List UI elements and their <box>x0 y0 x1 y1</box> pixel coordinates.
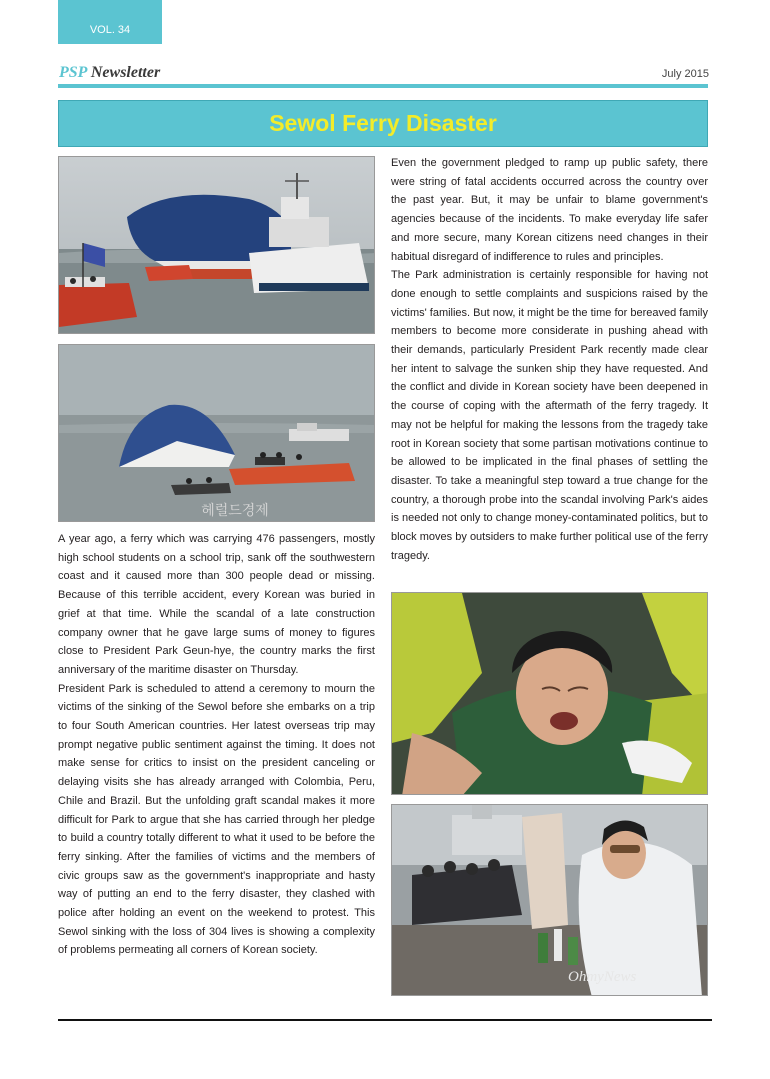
right-column-text <box>391 154 708 565</box>
photo-grieving-mother <box>391 592 708 795</box>
paragraph: President Park is scheduled to attend a ceremony to mourn the victims of the sinking of the Sewol before she embarks on a trip to four South American countries. Her latest overseas trip may prompt negative public sentiment against the timing. It does not make sense for critics to insist on the president canceling or delaying visits she has already arranged with Colombia, Peru, Chile and Brazil. But the unfolding graft scandal makes it more difficult for Park to argue that she has carried through her pledge to build a country totally different to what it used to be before the ferry sinking. After the families of victims and the members of civic groups saw as the government's inappropriate and hasty way of putting an end to the ferry disaster, they clashed with police after holding an event on the weekend to protest. This Sewol sinking with the loss of 304 lives is showing a complexity of problems permeating all corners of Korean society. <box>58 682 375 957</box>
photo-harbor-protest <box>391 804 708 996</box>
issue-date: July 2015 <box>661 68 709 80</box>
masthead <box>59 62 709 82</box>
left-column-text <box>58 530 375 960</box>
brand-psp: PSP <box>59 64 87 81</box>
photo-capsized-ferry-boats <box>58 344 375 522</box>
paragraph: A year ago, a ferry which was carrying 476 passengers, mostly high school students on a school trip, sank off the southwestern coast and it caused more than 300 people dead or missing. Because of this terrible accident, every Korean was buried in grief at that time. While the scandal of a late construction company owner that he gave large sums of money to figures close to President Park Geun-hye, the country marks the first anniversary of the maritime disaster on Thursday. <box>58 533 375 676</box>
newsletter-brand <box>59 64 160 82</box>
footer-rule <box>58 1019 712 1021</box>
header-rule <box>58 84 708 88</box>
photo-ferry-rescue-ship <box>58 156 375 334</box>
photo-watermark-herald: 헤럴드경제 <box>201 504 269 519</box>
paragraph: The Park administration is certainly responsible for having not done enough to settle complaints and suspicions raised by the victims' families. But now, it might be the time for bereaved family members to become more considerate in pushing ahead with their demands, particularly President Park recently made clear her intent to salvage the sunken ship they have requested. And the conflict and divide in Korean society have been deepened in the course of coping with the aftermath of the ferry tragedy. It may not be helpful for making the lessons from the tragedy take root in Korean society that some partisan motivations continue to be allowed to be implicated in the final phases of settling the disaster. To take a meaningful step toward a true change for the country, a thorough probe into the scandal involving Park's aides is needed not only to change money-contaminated politics, but to block moves by outsiders to make further political use of the ferry tragedy. <box>391 269 708 562</box>
paragraph: Even the government pledged to ramp up public safety, there were string of fatal accidents occurred across the country over the past year. But, it may be unfair to blame government's agencies because of the incidents. To make everyday life safer and more secure, many Korean citizens need changes in their habitual disregard of indifference to rules and principles. <box>391 157 708 263</box>
article-title: Sewol Ferry Disaster <box>269 110 497 136</box>
photo-watermark-ohmynews: OhmyNews <box>568 969 637 985</box>
brand-newsletter: Newsletter <box>90 64 161 81</box>
volume-tab: VOL. 34 <box>58 0 162 44</box>
title-banner <box>58 100 708 147</box>
